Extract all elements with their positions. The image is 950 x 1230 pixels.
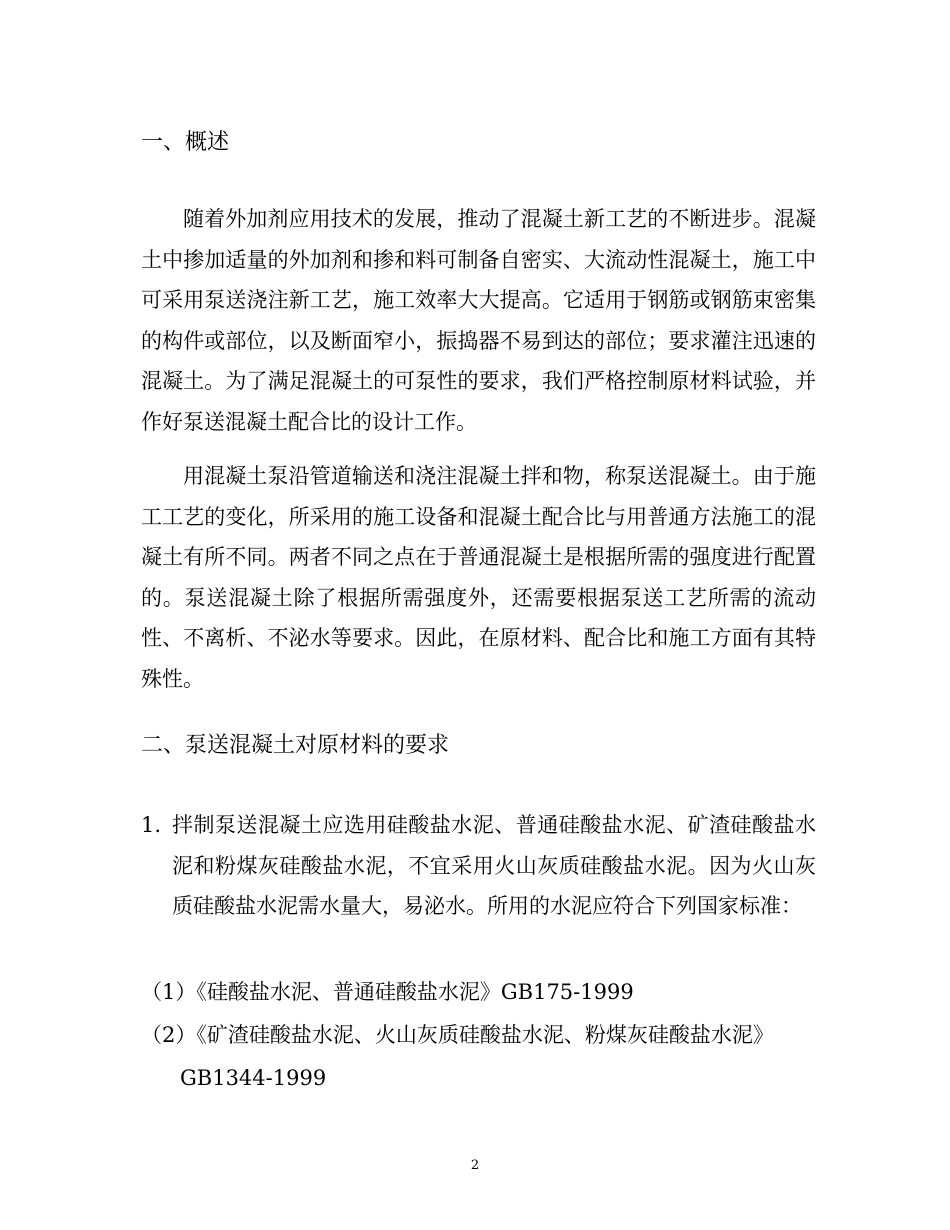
overview-paragraph-1: 随着外加剂应用技术的发展，推动了混凝土新工艺的不断进步。混凝土中掺加适量的外加剂和掺和料可制备自密实、大流动性混凝土，施工中可采用泵送浇注新工艺，施工效率大大提高。它适用于钢筋或钢筋束密集的构件或部位，以及断面窄小，振捣器不易到达的部位；要求灌注迅速的混凝土。为了满足混凝土的可泵性的要求，我们严格控制原材料试验，并作好泵送混凝土配合比的设计工作。 (141, 207, 816, 434)
section-heading-overview: 一、概述 (141, 130, 230, 155)
section-heading-materials: 二、泵送混凝土对原材料的要求 (141, 733, 450, 758)
page-number: 2 (470, 1158, 480, 1173)
overview-paragraph-2: 用混凝土泵沿管道输送和浇注混凝土拌和物，称泵送混凝土。由于施工工艺的变化，所采用的施工设备和混凝土配合比与用普通方法施工的混凝土有所不同。两者不同之点在于普通混凝土是根据所需的强度进行配置的。泵送混凝土除了根据所需强度外，还需要根据泵送工艺所需的流动性、不离析、不泌水等要求。因此，在原材料、配合比和施工方面有其特殊性。 (141, 464, 816, 691)
standard-item-1 (141, 972, 821, 1013)
list-item-text: 拌制泵送混凝土应选用硅酸盐水泥、普通硅酸盐水泥、矿渣硅酸盐水泥和粉煤灰硅酸盐水泥，不宜采用火山灰质硅酸盐水泥。因为火山灰质硅酸盐水泥需水量大，易泌水。所用的水泥应符合下列国家标准： (172, 813, 816, 918)
standard-code: GB1344-1999 (180, 1066, 327, 1090)
list-item-number: 1. (141, 813, 162, 837)
standard-text: 《硅酸盐水泥、普通硅酸盐水泥》GB175-1999 (196, 980, 634, 1004)
list-item-cement (141, 805, 816, 927)
standard-label: （2） (141, 1023, 197, 1047)
standard-item-2 (141, 1015, 821, 1056)
standard-text: 《矿渣硅酸盐水泥、火山灰质硅酸盐水泥、粉煤灰硅酸盐水泥》 (196, 1023, 774, 1047)
standard-label: （1） (141, 980, 197, 1004)
